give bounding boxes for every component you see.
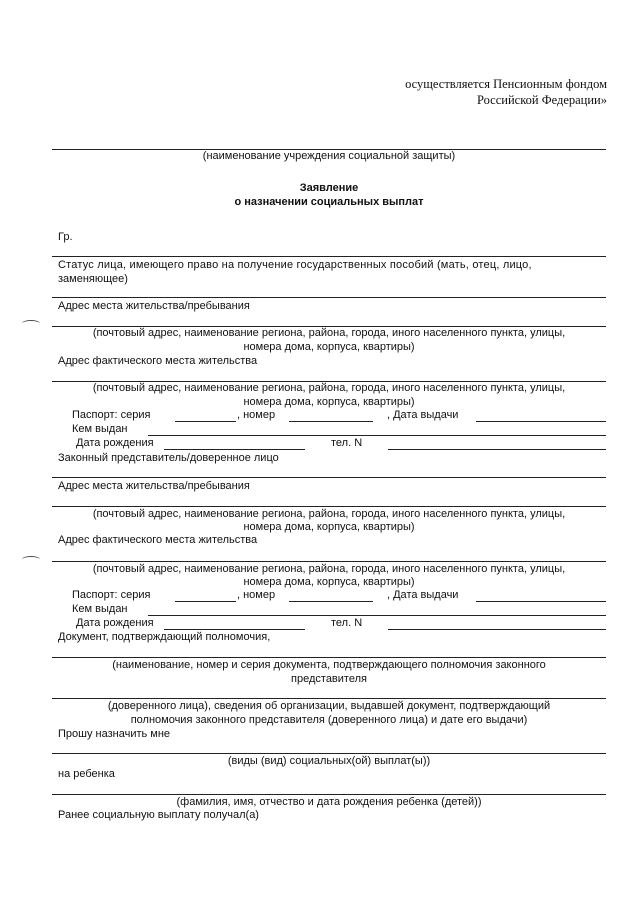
- rep-actual-line[interactable]: [52, 561, 606, 562]
- applicant-residence-label: Адрес места жительства/пребывания: [58, 300, 250, 312]
- applicant-birth-date-field[interactable]: [164, 449, 305, 450]
- applicant-actual-label: Адрес фактического места жительства: [58, 355, 258, 367]
- applicant-actual-caption-2: номера дома, корпуса, квартиры): [243, 396, 415, 408]
- applicant-phone-field[interactable]: [388, 449, 606, 450]
- rep-birth-date-label: Дата рождения: [76, 617, 154, 629]
- rep-issue-date-label: , Дата выдачи: [387, 589, 459, 601]
- authority-caption-1: (наименование, номер и серия документа, подтверждающего полномочия законного: [112, 659, 546, 671]
- applicant-phone-label: тел. N: [331, 437, 363, 449]
- authority-caption-3: (доверенного лица), сведения об организации, выдавшей документ, подтверждающий: [107, 700, 551, 712]
- header-line-2: Российской Федерации»: [476, 93, 607, 107]
- status-line-1: Статус лица, имеющего право на получение государственных пособий (мать, отец, лицо,: [58, 259, 532, 271]
- applicant-birth-date-label: Дата рождения: [76, 437, 154, 449]
- applicant-passport-number-field[interactable]: [289, 421, 373, 422]
- rep-phone-field[interactable]: [388, 629, 606, 630]
- payments-caption: (виды (вид) социальных(ой) выплат(ы)): [227, 755, 431, 767]
- authority-caption-4: полномочия законного представителя (доверенного лица) и дате его выдачи): [130, 714, 528, 726]
- applicant-issue-date-field[interactable]: [476, 421, 606, 422]
- applicant-issue-date-label: , Дата выдачи: [387, 409, 459, 421]
- header-line-1: осуществляется Пенсионным фондом: [405, 77, 607, 91]
- representative-line[interactable]: [52, 477, 606, 478]
- rep-actual-caption-2: номера дома, корпуса, квартиры): [243, 576, 415, 588]
- rep-issued-by-label: Кем выдан: [72, 603, 128, 615]
- margin-mark: [22, 556, 40, 563]
- title-line-2: о назначении социальных выплат: [234, 196, 424, 208]
- rep-passport-number-field[interactable]: [289, 601, 373, 602]
- authority-caption-2: представителя: [291, 673, 367, 685]
- rep-actual-caption-1: (почтовый адрес, наименование региона, района, города, иного населенного пункта, улицы,: [92, 563, 566, 575]
- rep-actual-label: Адрес фактического места жительства: [58, 534, 258, 546]
- rep-passport-series-label: Паспорт: серия: [72, 589, 151, 601]
- applicant-residence-caption-2: номера дома, корпуса, квартиры): [243, 341, 415, 353]
- applicant-passport-series-label: Паспорт: серия: [72, 409, 151, 421]
- applicant-issued-by-field[interactable]: [148, 435, 606, 436]
- previous-payment-label: Ранее социальную выплату получал(а): [58, 809, 259, 821]
- authority-label: Документ, подтверждающий полномочия,: [58, 631, 271, 643]
- applicant-passport-series-field[interactable]: [175, 421, 236, 422]
- child-caption: (фамилия, имя, отчество и дата рождения ребенка (детей)): [176, 796, 482, 808]
- citizen-label: Гр.: [58, 231, 73, 243]
- request-label: Прошу назначить мне: [58, 728, 171, 740]
- title-line-1: Заявление: [299, 182, 359, 194]
- applicant-actual-caption-1: (почтовый адрес, наименование региона, района, города, иного населенного пункта, улицы,: [92, 382, 566, 394]
- rep-passport-series-field[interactable]: [175, 601, 236, 602]
- representative-label: Законный представитель/доверенное лицо: [58, 452, 279, 464]
- rep-residence-caption-1: (почтовый адрес, наименование региона, района, города, иного населенного пункта, улицы,: [92, 508, 566, 520]
- rep-residence-line[interactable]: [52, 506, 606, 507]
- status-line-2: заменяющее): [58, 273, 128, 285]
- rep-issue-date-field[interactable]: [476, 601, 606, 602]
- authority-line[interactable]: [52, 657, 606, 658]
- rep-issued-by-field[interactable]: [148, 615, 606, 616]
- institution-caption: (наименование учреждения социальной защиты): [202, 150, 456, 162]
- applicant-passport-number-label: , номер: [237, 409, 276, 421]
- authority-line-2[interactable]: [52, 698, 606, 699]
- rep-passport-number-label: , номер: [237, 589, 276, 601]
- rep-residence-label: Адрес места жительства/пребывания: [58, 480, 250, 492]
- citizen-line[interactable]: [52, 256, 606, 257]
- applicant-residence-caption-1: (почтовый адрес, наименование региона, района, города, иного населенного пункта, улицы,: [92, 327, 566, 339]
- status-field-line[interactable]: [52, 297, 606, 298]
- child-label: на ребенка: [58, 768, 115, 780]
- rep-residence-caption-2: номера дома, корпуса, квартиры): [243, 521, 415, 533]
- margin-mark: [22, 320, 40, 327]
- rep-phone-label: тел. N: [331, 617, 363, 629]
- payments-line[interactable]: [52, 753, 606, 754]
- rep-birth-date-field[interactable]: [164, 629, 305, 630]
- applicant-issued-by-label: Кем выдан: [72, 423, 128, 435]
- child-line[interactable]: [52, 794, 606, 795]
